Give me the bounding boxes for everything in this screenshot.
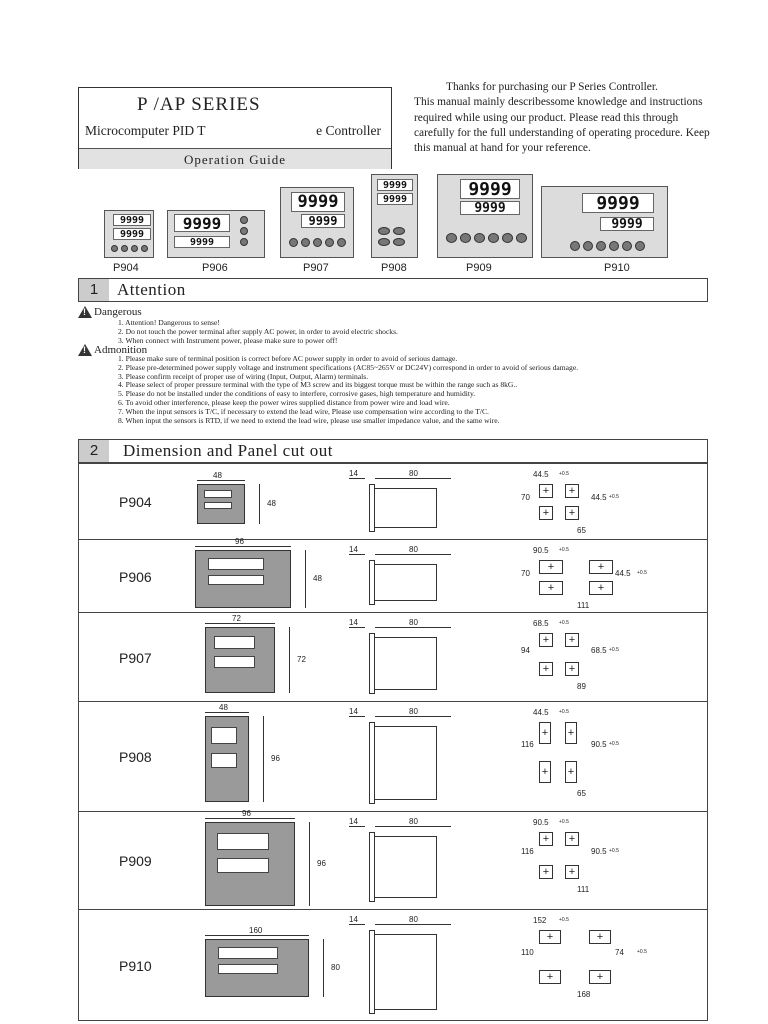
bezel-value: 14 <box>349 618 358 627</box>
button-row <box>570 241 645 251</box>
section-title: Dimension and Panel cut out <box>123 441 333 460</box>
sv-display: 9999 <box>600 217 654 231</box>
device-p907-image <box>280 187 354 258</box>
cutout-width-tolerance: +0.5 <box>559 819 569 825</box>
product-subtitle <box>85 123 385 139</box>
vertical-pitch-value: 116 <box>521 846 534 856</box>
section-dimension-header <box>78 439 708 463</box>
cutout-width-tolerance: +0.5 <box>559 917 569 923</box>
cutout-height-tolerance: +0.5 <box>609 646 619 653</box>
side-body <box>375 836 437 898</box>
cutout-box: + <box>565 761 577 783</box>
device-p910-image <box>541 186 668 258</box>
cutout-box: + <box>565 832 579 846</box>
section-attention-header <box>78 278 708 302</box>
horizontal-pitch-value: 65 <box>577 789 586 798</box>
display-window <box>208 575 264 585</box>
model-label: P908 <box>119 749 152 765</box>
cutout-box: + <box>539 581 563 595</box>
width-dimension-line <box>205 712 249 713</box>
width-dimension-line <box>195 546 291 547</box>
model-label: P907 <box>119 650 152 666</box>
vertical-pitch-value: 70 <box>521 568 530 578</box>
bezel-value: 14 <box>349 707 358 716</box>
cutout-box: + <box>565 506 579 520</box>
display-window <box>214 636 255 649</box>
cutout-width-value: 68.5 <box>533 619 549 628</box>
cutout-box: + <box>539 832 553 846</box>
side-body <box>375 488 437 528</box>
cutout-box: + <box>539 633 553 647</box>
vertical-pitch-value: 94 <box>521 645 530 655</box>
admonition-label: Admonition <box>94 344 148 356</box>
bezel-dimension-line <box>349 716 365 717</box>
warning-icon <box>78 306 92 318</box>
front-view <box>205 627 275 693</box>
width-value: 48 <box>213 471 222 480</box>
cutout-box: + <box>539 761 551 783</box>
pv-display: 9999 <box>113 214 151 226</box>
list-item: 8. When input the sensors is RTD, if we need to extend the lead wire, please use smaller impedance value, and the same wire. <box>118 415 500 425</box>
cutout-width-value: 44.5 <box>533 708 549 717</box>
bezel-value: 14 <box>349 817 358 826</box>
device-label-p906: P906 <box>202 262 228 274</box>
cutout-box: + <box>539 722 551 744</box>
front-view <box>197 484 245 524</box>
front-view <box>205 716 249 802</box>
list-item: 3. Please confirm receipt of proper use of wiring (Input, Output, Alarm) terminals. <box>118 371 369 381</box>
intro-rest: This manual mainly describessome knowledge and instructions required while using our product. Please read this through carefully for the full understanding of operating procedure. Keep this manual at hand for your reference. <box>414 96 710 155</box>
depth-dimension-line <box>375 554 451 555</box>
dimension-row <box>79 537 707 613</box>
device-p909-image <box>437 174 533 258</box>
display-window <box>211 753 237 768</box>
device-p906-image <box>167 210 265 258</box>
cutout-box: + <box>589 581 613 595</box>
section-title: Attention <box>117 280 186 299</box>
list-item: 1. Attention! Dangerous to sense! <box>118 318 220 327</box>
warning-icon <box>78 344 92 356</box>
model-label: P904 <box>119 494 152 510</box>
cutout-box: + <box>539 930 561 944</box>
height-value: 96 <box>317 859 326 868</box>
list-item: 1. Please make sure of terminal position is correct before AC power supply in order to avoid of serious damage. <box>118 354 458 363</box>
cutout-height-value: 68.5 <box>591 645 607 655</box>
height-dimension-line <box>323 939 324 997</box>
cutout-width-tolerance: +0.5 <box>559 620 569 626</box>
cutout-box: + <box>565 484 579 498</box>
dimension-row <box>79 910 707 1022</box>
depth-dimension-line <box>375 924 451 925</box>
depth-value: 80 <box>409 915 418 924</box>
device-label-p910: P910 <box>604 262 630 274</box>
cutout-width-value: 90.5 <box>533 818 549 827</box>
dimension-row <box>79 809 707 910</box>
depth-dimension-line <box>375 716 451 717</box>
sv-display: 9999 <box>113 228 151 240</box>
cutout-box: + <box>565 722 577 744</box>
depth-dimension-line <box>375 826 451 827</box>
dimension-table <box>78 463 708 1021</box>
width-value: 72 <box>232 614 241 623</box>
cutout-width-tolerance: +0.5 <box>559 547 569 553</box>
dangerous-label: Dangerous <box>94 306 142 318</box>
model-label: P909 <box>119 853 152 869</box>
list-item: 4. Please select of proper pressure terminal with the type of M3 screw and its biggest torque must be within the range such as 8kG.. <box>118 380 518 390</box>
sv-display: 9999 <box>174 236 230 248</box>
list-item: 5. Please do not be installed under the conditions of easy to interfere, corrosive gases, high temperature and humidity. <box>118 389 476 399</box>
intro-paragraph <box>414 80 710 156</box>
height-value: 80 <box>331 963 340 972</box>
dangerous-list <box>118 319 398 345</box>
cutout-width-tolerance: +0.5 <box>559 471 569 477</box>
bezel-value: 14 <box>349 469 358 478</box>
bezel-dimension-line <box>349 924 365 925</box>
dangerous-heading <box>78 306 142 318</box>
button-row <box>111 245 148 252</box>
display-window <box>217 858 269 873</box>
pv-display: 9999 <box>582 193 654 213</box>
cutout-width-value: 44.5 <box>533 470 549 479</box>
subtitle-right: e Controller <box>316 123 381 138</box>
dimension-row <box>79 464 707 540</box>
display-window <box>217 833 269 850</box>
depth-dimension-line <box>375 478 451 479</box>
cutout-box: + <box>565 865 579 879</box>
cutout-height-value: 90.5 <box>591 739 607 749</box>
bezel-dimension-line <box>349 826 365 827</box>
height-value: 48 <box>313 574 322 583</box>
horizontal-pitch-value: 65 <box>577 526 586 535</box>
sv-display: 9999 <box>460 201 520 215</box>
device-label-p904: P904 <box>113 262 139 274</box>
cutout-width-tolerance: +0.5 <box>559 709 569 715</box>
front-view <box>205 939 309 997</box>
bezel-dimension-line <box>349 554 365 555</box>
depth-value: 80 <box>409 545 418 554</box>
width-dimension-line <box>205 623 275 624</box>
cutout-box: + <box>565 662 579 676</box>
width-value: 96 <box>235 537 244 546</box>
cutout-height-tolerance: +0.5 <box>637 949 647 955</box>
cutout-box: + <box>589 970 611 984</box>
admonition-list <box>118 355 578 425</box>
button-grid <box>378 227 412 246</box>
list-item: 7. When the input sensors is T/C, if necessary to extend the lead wire, Please use compensation wire according to the T/C. <box>118 406 489 416</box>
horizontal-pitch-value: 111 <box>577 601 590 610</box>
depth-value: 80 <box>409 817 418 826</box>
list-item: 2. Do not touch the power terminal after supply AC power, in order to avoid electric shocks. <box>118 326 398 336</box>
pv-display: 9999 <box>291 192 345 212</box>
width-value: 96 <box>242 809 251 818</box>
width-value: 160 <box>249 926 263 935</box>
section-number: 2 <box>79 440 109 462</box>
button-column <box>240 216 248 246</box>
cutout-box: + <box>589 560 613 574</box>
horizontal-pitch-value: 111 <box>577 885 590 894</box>
cutout-box: + <box>589 930 611 944</box>
side-body <box>375 564 437 601</box>
front-view <box>195 550 291 608</box>
title-box <box>78 87 392 169</box>
side-body <box>375 726 437 800</box>
cutout-height-value: 90.5 <box>591 846 607 856</box>
device-label-p908: P908 <box>381 262 407 274</box>
pv-display: 9999 <box>377 179 413 191</box>
subtitle-left: Microcomputer PID T <box>85 123 206 138</box>
horizontal-pitch-value: 168 <box>577 990 591 999</box>
height-dimension-line <box>263 716 264 802</box>
cutout-box: + <box>539 484 553 498</box>
model-label: P906 <box>119 569 152 585</box>
cutout-box: + <box>539 662 553 676</box>
horizontal-pitch-value: 89 <box>577 682 586 691</box>
cutout-height-tolerance: +0.5 <box>609 740 619 747</box>
height-dimension-line <box>259 484 260 524</box>
dimension-row <box>79 702 707 812</box>
width-dimension-line <box>197 480 245 481</box>
display-window <box>204 502 232 509</box>
section-number: 1 <box>79 279 109 301</box>
bezel-value: 14 <box>349 545 358 554</box>
vertical-pitch-value: 70 <box>521 493 530 502</box>
operation-guide-label: Operation Guide <box>79 148 391 169</box>
pv-display: 9999 <box>460 179 520 199</box>
intro-line1: Thanks for purchasing our P Series Controller. <box>446 81 658 93</box>
front-view <box>205 822 295 906</box>
height-value: 48 <box>267 499 276 508</box>
cutout-box: + <box>539 970 561 984</box>
series-title: P /AP SERIES <box>137 94 261 115</box>
sv-display: 9999 <box>377 193 413 205</box>
cutout-width-value: 152 <box>533 916 547 925</box>
depth-dimension-line <box>375 627 451 628</box>
display-window <box>218 964 278 974</box>
display-window <box>204 490 232 498</box>
dimension-row <box>79 613 707 702</box>
model-label: P910 <box>119 958 152 974</box>
display-window <box>218 947 278 959</box>
cutout-box: + <box>539 560 563 574</box>
height-value: 96 <box>271 754 280 763</box>
button-row <box>446 233 527 243</box>
cutout-box: + <box>539 865 553 879</box>
bezel-dimension-line <box>349 627 365 628</box>
bezel-dimension-line <box>349 478 365 479</box>
vertical-pitch-value: 110 <box>521 948 534 957</box>
width-dimension-line <box>205 818 295 819</box>
height-dimension-line <box>309 822 310 906</box>
device-label-p909: P909 <box>466 262 492 274</box>
display-window <box>211 727 237 744</box>
pv-display: 9999 <box>174 214 230 232</box>
cutout-height-value: 74 <box>615 948 624 957</box>
display-window <box>208 558 264 570</box>
height-value: 72 <box>297 655 306 664</box>
device-label-p907: P907 <box>303 262 329 274</box>
height-dimension-line <box>289 627 290 693</box>
cutout-box: + <box>539 506 553 520</box>
vertical-pitch-value: 116 <box>521 739 534 749</box>
side-body <box>375 934 437 1010</box>
cutout-height-value: 44.5 <box>591 493 607 502</box>
device-p904-image <box>104 210 154 258</box>
bezel-value: 14 <box>349 915 358 924</box>
button-row <box>289 238 346 247</box>
depth-value: 80 <box>409 469 418 478</box>
depth-value: 80 <box>409 707 418 716</box>
list-item: 3. When connect with Instrument power, please make sure to power off! <box>118 335 338 345</box>
width-dimension-line <box>205 935 309 936</box>
display-window <box>214 656 255 668</box>
list-item: 2. Please pre-determined power supply voltage and instrument specifications (AC85~265V or DC24V) correspond in order to avoid of serious damage. <box>118 362 579 372</box>
cutout-height-tolerance: +0.5 <box>637 569 647 576</box>
cutout-height-tolerance: +0.5 <box>609 847 619 854</box>
depth-value: 80 <box>409 618 418 627</box>
height-dimension-line <box>305 550 306 608</box>
cutout-box: + <box>565 633 579 647</box>
list-item: 6. To avoid other interference, please keep the power wires supplied distance from power wire and load wire. <box>118 397 450 407</box>
side-body <box>375 637 437 690</box>
sv-display: 9999 <box>301 214 345 228</box>
cutout-width-value: 90.5 <box>533 546 549 555</box>
cutout-height-tolerance: +0.5 <box>609 494 619 500</box>
device-p908-image <box>371 174 418 258</box>
width-value: 48 <box>219 703 228 712</box>
cutout-height-value: 44.5 <box>615 568 631 578</box>
